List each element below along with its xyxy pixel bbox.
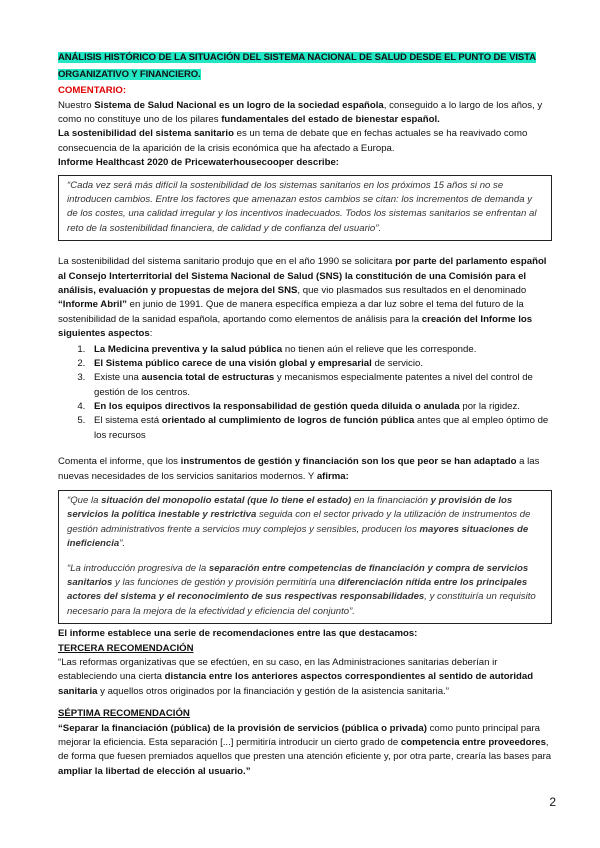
text-run: , que vio plasmados sus resultados en el denominado bbox=[297, 284, 527, 296]
text-run-bold: “Informe Abril” bbox=[58, 299, 127, 311]
text-run: por la rigidez. bbox=[459, 401, 520, 413]
text-run-bold: y provisión de los servicios la política inestable y restrictiva bbox=[67, 495, 513, 521]
spacer bbox=[58, 699, 552, 707]
septima-recomendacion-title: SÉPTIMA RECOMENDACIÓN bbox=[58, 708, 190, 720]
text-run-bold: situación del monopolio estatal (que lo tiene el estado) bbox=[101, 495, 352, 507]
text-run: “Las reformas organizativas que se efectúen, en su caso, en las Administraciones sanitarias deberían ir estableciendo una cierta bbox=[58, 656, 498, 683]
text-run: , de forma que fuesen premiados aquellos que presten una atención eficiente y, por otra parte, crearía las bases para bbox=[58, 736, 552, 763]
text-run: , conseguido a lo largo de los años, y como no constituye uno de los pilares bbox=[58, 99, 543, 126]
list-item bbox=[88, 414, 552, 443]
aspects-list bbox=[58, 343, 552, 444]
tercera-recomendacion-text bbox=[58, 656, 552, 699]
text-run-bold: En los equipos directivos la responsabilidad de gestión queda diluida o anulada bbox=[94, 401, 460, 413]
intro-paragraph-2 bbox=[58, 127, 552, 156]
text-run: Nuestro bbox=[58, 99, 95, 111]
text-run-bold: orientado al cumplimiento de logros de función pública bbox=[161, 415, 415, 427]
text-run: no tienen aún el relieve que les corresponde. bbox=[282, 343, 477, 355]
text-run: en la financiación bbox=[351, 495, 431, 507]
informe-comment-paragraph bbox=[58, 455, 552, 484]
text-run-bold: ampliar la libertad de elección al usuario. bbox=[58, 765, 246, 777]
intro-paragraph-3 bbox=[58, 156, 552, 170]
text-run: a las nuevas necesidades de los servicios sanitarios modernos. Y bbox=[58, 456, 540, 482]
list-item bbox=[88, 357, 552, 371]
text-run-bold: La sostenibilidad del sistema sanitario bbox=[58, 128, 234, 140]
informe-quotes-box bbox=[58, 490, 552, 624]
text-run: Comenta el informe, que los bbox=[58, 456, 181, 468]
text-run-bold: El informe establece una serie de recomendaciones entre las que destacamos: bbox=[58, 628, 418, 640]
separacion-quote bbox=[67, 562, 543, 620]
comentario-label: COMENTARIO: bbox=[58, 84, 127, 96]
text-run: antes que al empleo óptimo de los recursos bbox=[94, 415, 549, 441]
text-run: “Que la bbox=[67, 495, 102, 507]
list-item bbox=[88, 371, 552, 400]
text-run-bold: Sistema de Salud Nacional es un logro de la sociedad española bbox=[94, 99, 384, 111]
tercera-recomendacion-title: TERCERA RECOMENDACIÓN bbox=[58, 642, 194, 654]
text-run-bold: por parte del parlamento español al Consejo Interterritorial del Sistema Nacional de Salud (SNS) la constitución de una Comisión para el análisis, evaluación y propuestas de mejora del SNS bbox=[58, 256, 547, 296]
text-run: como punto principal para mejorar la eficiencia. Esta separación [...] permitiría introducir un cierto grado de bbox=[58, 722, 540, 748]
list-item bbox=[88, 400, 552, 414]
text-run: “La introducción progresiva de la bbox=[67, 562, 209, 574]
text-run: , y constituiría un requisito necesario para la mejora de la efectividad y eficiencia del conjunto”. bbox=[67, 591, 536, 617]
text-run-bold: Informe Healthcast 2020 de Pricewaterhousecooper describe: bbox=[58, 157, 339, 169]
text-run: : bbox=[149, 328, 153, 340]
spacer bbox=[58, 443, 552, 455]
septima-recomendacion-text bbox=[58, 722, 552, 780]
text-run-bold: mayores situaciones de ineficiencia bbox=[67, 523, 529, 550]
text-run: La sostenibilidad del sistema sanitario produjo que en el año 1990 se solicitara bbox=[58, 256, 396, 268]
text-run: El sistema está bbox=[94, 415, 162, 427]
healthcast-quote: “Cada vez será más difícil la sostenibilidad de los sistemas sanitarios en los próximos 15 años si no se introducen cambios. Entre los factores que amenazan estos cambios se citan: los incrementos de demanda y de los costes, una calidad irregular y los incentivos inadecuados. Todos los sistemas sanitarios se enfrentan al reto de la sostenibilidad financiera, de calidad y de confianza del usuario”. bbox=[67, 179, 537, 234]
informe-abril-paragraph bbox=[58, 255, 552, 341]
text-run-bold: ” bbox=[245, 765, 251, 777]
text-run-bold: fundamentales del estado de bienestar español. bbox=[221, 114, 440, 126]
document-title: ANÁLISIS HISTÓRICO DE LA SITUACIÓN DEL SISTEMA NACIONAL DE SALUD DESDE EL PUNTO DE VISTA ORGANIZATIVO Y FINANCIERO. bbox=[58, 52, 536, 80]
text-run: seguida con el sector privado y la utilización de instrumentos de gestión administrativos frente a servicios muy complejos y sensibles, producen los bbox=[67, 509, 531, 535]
text-run-bold: El Sistema público carece de una visión global y empresarial bbox=[94, 357, 372, 369]
heading-block bbox=[58, 50, 552, 84]
text-run: en junio de 1991. Que de manera específica empieza a dar luz sobre el tema del futuro de la sostenibilidad de la sanidad española, aportando como elementos de análisis para la bbox=[58, 299, 524, 325]
page-number: 2 bbox=[549, 795, 556, 809]
text-run-bold: “Separar la financiación (pública) de la provisión de servicios (pública o privada) bbox=[58, 722, 427, 734]
list-item bbox=[88, 343, 552, 357]
recommendations-intro bbox=[58, 627, 552, 641]
text-run: Existe una bbox=[94, 372, 142, 384]
text-run-bold: La Medicina preventiva y la salud pública bbox=[94, 343, 283, 355]
text-run: y aquellos otros originados por la financiación y gestión de la asistencia sanitaria.” bbox=[97, 685, 449, 697]
text-run-bold: distancia entre los anteriores aspectos correspondientes al sentido de autoridad sanitaria bbox=[58, 671, 534, 697]
text-run-bold: competencia entre proveedores bbox=[400, 736, 546, 748]
monopolio-quote bbox=[67, 494, 543, 552]
text-run: de servicio. bbox=[371, 357, 423, 369]
text-run: es un tema de debate que en fechas actuales se ha reavivado como consecuencia de la aparición de la crisis económica que ha afectado a Europa. bbox=[58, 128, 528, 154]
text-run-bold: ausencia total de estructuras bbox=[141, 372, 275, 384]
text-run: y mecanismos especialmente patentes a nivel del control de gestión de los centros. bbox=[94, 372, 533, 398]
intro-paragraph-1 bbox=[58, 99, 552, 128]
text-run-bold: instrumentos de gestión y financiación son los que peor se han adaptado bbox=[180, 456, 517, 468]
text-run: y las funciones de gestión y provisión permitiría una bbox=[112, 577, 338, 588]
document-page bbox=[58, 50, 552, 779]
text-run-bold: separación entre competencias de financiación y compra de servicios sanitarios bbox=[67, 562, 529, 588]
text-run-bold: diferenciación nítida entre los principales actores del sistema y el reconocimiento de sus respectivas responsabilidades bbox=[67, 577, 528, 603]
text-run: ”. bbox=[119, 538, 126, 550]
healthcast-quote-box bbox=[58, 175, 552, 242]
text-run-bold: afirma: bbox=[316, 470, 349, 482]
text-run-bold: creación del Informe los siguientes aspectos bbox=[58, 313, 533, 340]
